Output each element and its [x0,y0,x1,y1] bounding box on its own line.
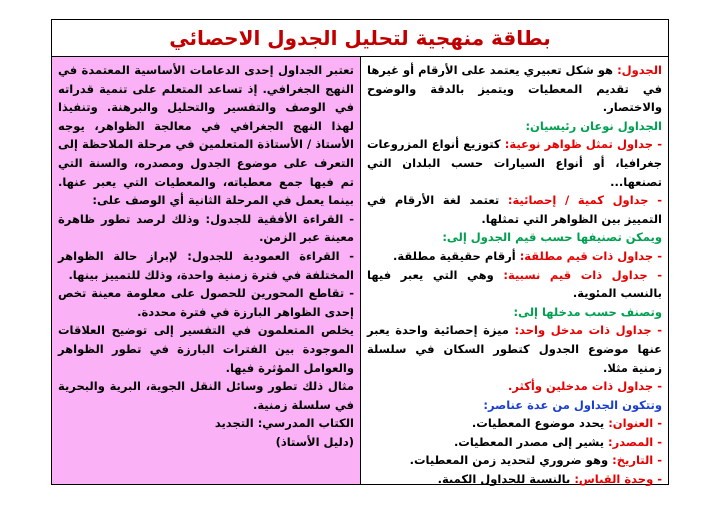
intro-paragraph: تعتبر الجداول إحدى الدعامات الأساسية المعتمدة في النهج الجغرافي. إذ تساعد المتعلم على تنمية قدراته في الوصف والتفسير والتحليل والبرهنة. وتنفيذا لهذا النهج الجغرافي في معالجة الظواهر، يوجه الأستاذ / الأستاذة المتعلمين في مرحلة الملاحظة إلى التعرف على موضوع الجدول ومصدره، والسنة التي تم فيها جمع معطياته، والمعطيات التي يعبر عنها. بينما يعمل في المرحلة الثانية أي الوصف على: [58,63,354,208]
element-title-text: يحدد موضوع المعطيات. [471,416,605,431]
axes-intersection-item: - تقاطع المحورين للحصول على معلومة معينة تخص إحدى الظواهر البارزة في فترة محددة. [58,286,354,319]
element-unit-term: - وحدة القياس: [574,472,662,487]
type2-line [367,191,662,228]
vertical-reading-item: - القراءة العمودية للجدول: لإبراز حالة الظواهر المختلفة في فترة زمنية واحدة، وذلك للتمييز بينها. [58,248,354,282]
source-line: الكتاب المدرسي: التجديد [214,416,354,431]
source-guide: (دليل الأستاذ) [275,434,354,449]
absolute-values-line [367,247,662,266]
relative-values-line [367,266,662,303]
method-card [51,19,669,485]
element-unit-text: بالنسبة للجداول الكمية. [437,472,571,487]
type2-text: تعتمد لغة الأرقام في التمييز بين الظواهر التي تمثلها. [367,193,662,226]
entries-heading: وتصنف حسب مدخلها إلى: [513,304,662,319]
example-paragraph: مثال ذلك تطور وسائل النقل الجوية، البرية والبحرية في سلسلة زمنية. [58,379,354,412]
single-entry-text: ميزة إحصائية واحدة يعبر عنها موضوع الجدول كتطور السكان في سلسلة زمنية مثلا. [367,323,662,375]
element-source-line [367,433,662,452]
element-unit-line [367,470,662,489]
relative-values-text: وهي التي يعبر فيها بالنسب المئوية. [367,267,662,301]
definition-line [367,61,662,117]
interpretation-paragraph: يخلص المتعلمون في التفسير إلى توضيح العلاقات الموجودة بين الفترات البارزة في تطور الظواهر والعوامل المؤثرة فيها. [58,323,354,375]
type1-text: كتوزيع أنواع المزروعات جغرافيا، أو أنواع السيارات حسب البلدان التي تصنعها... [367,137,662,189]
method-column [52,57,360,484]
multi-entry-line: - جداول ذات مدخلين وأكثر. [508,379,662,394]
element-title-term: - العنوان: [608,416,662,431]
element-date-term: - التاريخ: [612,453,662,468]
types-heading: الجداول نوعان رئيسيان: [525,118,662,133]
absolute-values-term: - جداول ذات قيم مطلقة: [519,248,662,263]
element-date-text: وهو ضروري لتحديد زمن المعطيات. [409,453,609,468]
classify-heading: ويمكن تصنيفها حسب قيم الجدول إلى: [442,230,662,245]
absolute-values-text: أرقام حقيقية مطلقة. [393,248,516,263]
definitions-column [360,57,668,487]
definition-term: الجدول: [617,63,662,77]
type2-term: - جداول كمية / إحصائية: [507,193,662,208]
definition-text: هو شكل تعبيري يعتمد على الأرقام أو غيرها في تقديم المعطيات ويتميز بالدقة والوضوح والاختصار. [367,63,662,115]
horizontal-reading-item: - القراءة الأفقية للجدول: وذلك لرصد تطور ظاهرة معينة عبر الزمن. [58,211,354,245]
type1-term: - جداول تمثل ظواهر نوعية: [504,137,662,152]
card-columns [52,57,668,487]
single-entry-line [367,321,662,377]
element-source-term: - المصدر: [608,434,662,449]
type1-line [367,135,662,191]
element-date-line [367,451,662,470]
single-entry-term: - جداول ذات مدخل واحد: [514,323,662,338]
element-source-text: يشير إلى مصدر المعطيات. [453,434,605,449]
element-title-line [367,414,662,433]
elements-heading: وتتكون الجداول من عدة عناصر: [483,397,662,412]
relative-values-term: - جداول ذات قيم نسبية: [503,267,662,282]
card-title: بطاقة منهجية لتحليل الجدول الاحصائي [52,20,668,57]
